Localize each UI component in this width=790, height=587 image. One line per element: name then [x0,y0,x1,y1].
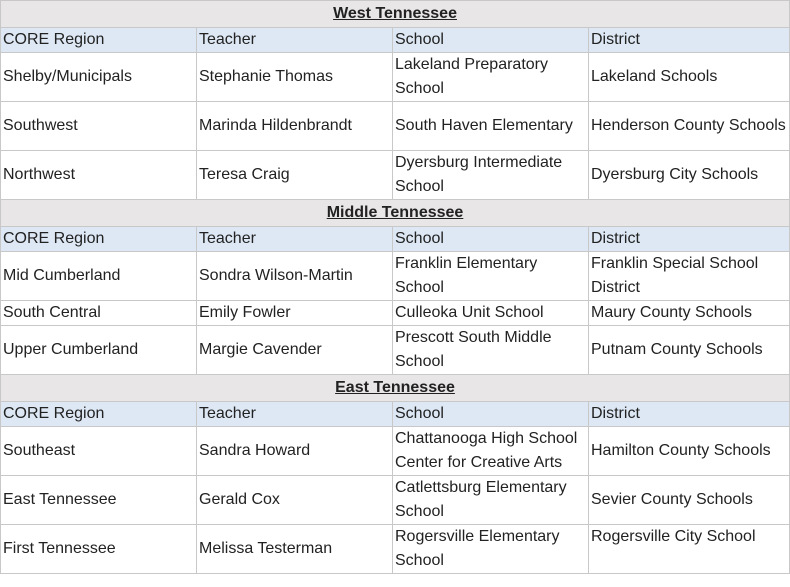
column-header: CORE Region [1,28,197,53]
school-cell: Prescott South Middle School [393,326,589,375]
district-cell: Franklin Special School District [589,252,790,301]
school-cell: Catlettsburg Elementary School [393,476,589,525]
district-cell: Sevier County Schools [589,476,790,525]
column-header: School [393,28,589,53]
core-region-cell: Shelby/Municipals [1,53,197,102]
school-cell: Chattanooga High School Center for Creative Arts [393,427,589,476]
column-header-row [1,402,790,427]
district-cell: Dyersburg City Schools [589,151,790,200]
district-cell: Lakeland Schools [589,53,790,102]
teacher-cell: Melissa Testerman [197,525,393,574]
table-row [1,301,790,326]
core-region-cell: South Central [1,301,197,326]
table-row [1,525,790,574]
region-header-east [1,375,790,402]
table-row [1,427,790,476]
teacher-cell: Emily Fowler [197,301,393,326]
column-header: Teacher [197,28,393,53]
teacher-cell: Sondra Wilson-Martin [197,252,393,301]
core-region-cell: First Tennessee [1,525,197,574]
column-header-row [1,227,790,252]
teacher-cell: Teresa Craig [197,151,393,200]
region-title: West Tennessee [1,1,790,28]
column-header: District [589,402,790,427]
table-row [1,151,790,200]
region-title: East Tennessee [1,375,790,402]
core-region-cell: Mid Cumberland [1,252,197,301]
table-row [1,326,790,375]
table-row [1,53,790,102]
column-header: School [393,402,589,427]
school-cell: Rogersville Elementary School [393,525,589,574]
column-header: District [589,28,790,53]
region-header-middle [1,200,790,227]
core-region-cell: Northwest [1,151,197,200]
teacher-cell: Sandra Howard [197,427,393,476]
column-header-row [1,28,790,53]
school-cell: Culleoka Unit School [393,301,589,326]
school-cell: Dyersburg Intermediate School [393,151,589,200]
column-header: School [393,227,589,252]
school-cell: Franklin Elementary School [393,252,589,301]
teacher-cell: Margie Cavender [197,326,393,375]
table-row [1,476,790,525]
column-header: Teacher [197,402,393,427]
district-cell: Putnam County Schools [589,326,790,375]
column-header: Teacher [197,227,393,252]
core-region-cell: East Tennessee [1,476,197,525]
table-row [1,102,790,151]
column-header: District [589,227,790,252]
teacher-cell: Gerald Cox [197,476,393,525]
region-header-west [1,1,790,28]
region-title: Middle Tennessee [1,200,790,227]
table-row [1,252,790,301]
core-region-cell: Southeast [1,427,197,476]
core-region-cell: Upper Cumberland [1,326,197,375]
column-header: CORE Region [1,402,197,427]
column-header: CORE Region [1,227,197,252]
district-cell: Henderson County Schools [589,102,790,151]
school-cell: South Haven Elementary [393,102,589,151]
teacher-cell: Stephanie Thomas [197,53,393,102]
core-region-cell: Southwest [1,102,197,151]
district-cell: Hamilton County Schools [589,427,790,476]
district-cell: Maury County Schools [589,301,790,326]
district-cell: Rogersville City School [589,525,790,574]
school-cell: Lakeland Preparatory School [393,53,589,102]
teacher-cell: Marinda Hildenbrandt [197,102,393,151]
